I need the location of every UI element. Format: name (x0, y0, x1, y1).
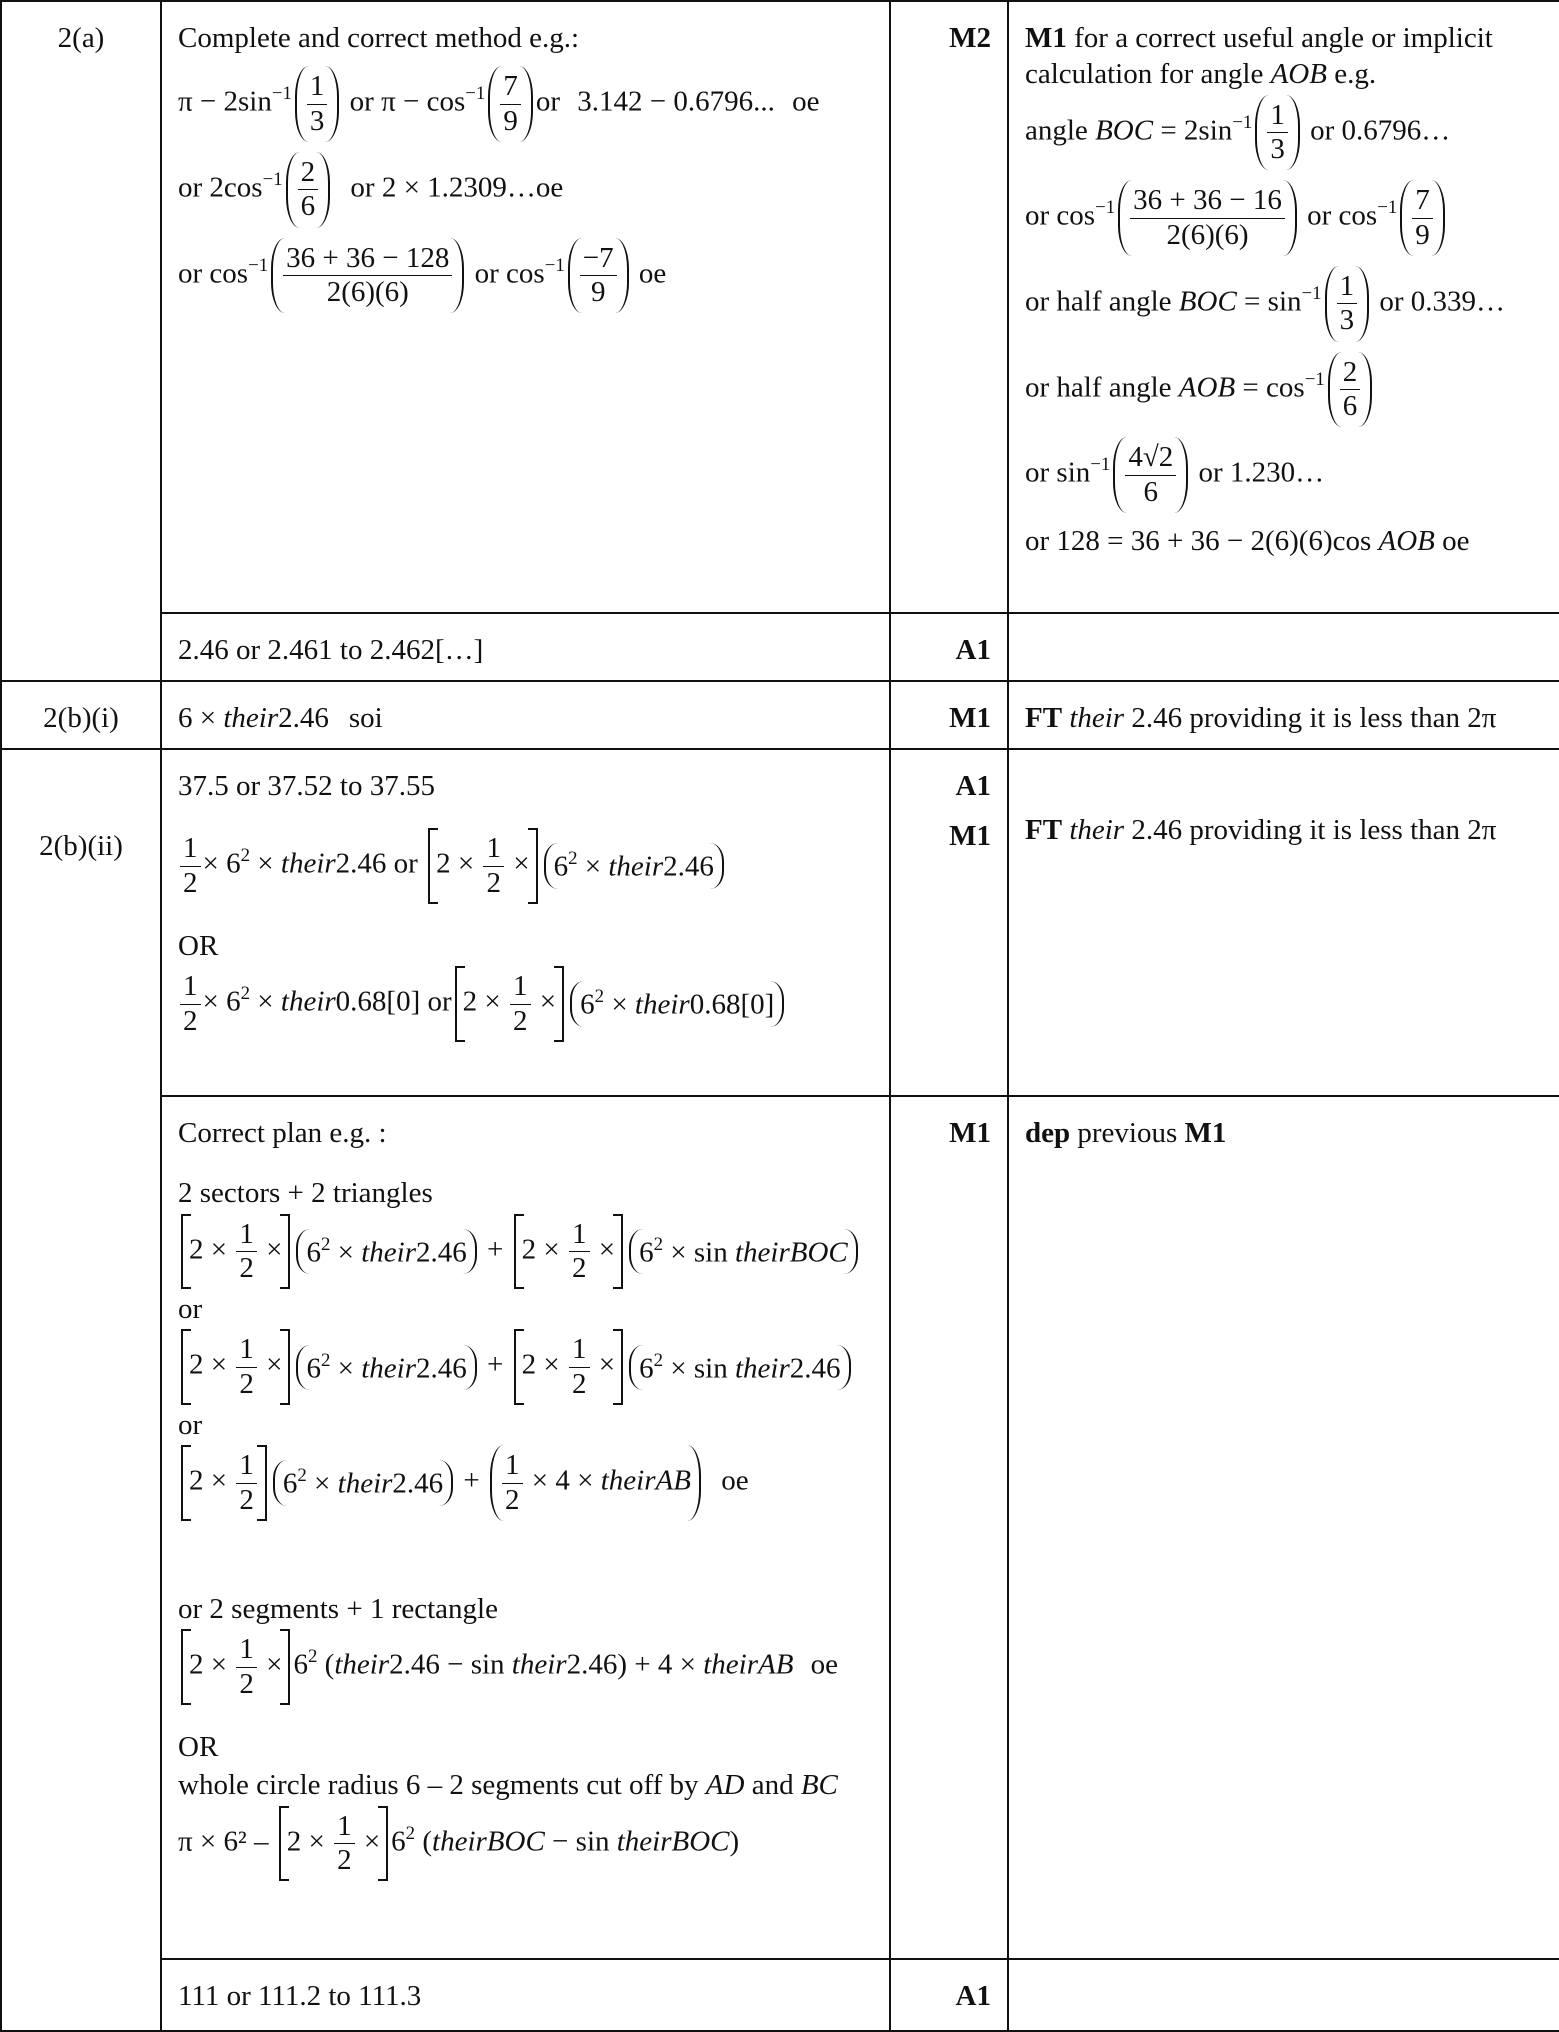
decimal-expression: 3.142 − 0.6796... (577, 85, 775, 118)
guidance-cell (1008, 1096, 1559, 1959)
mark-m1: M1 (949, 702, 991, 734)
answer-2a: 2.46 or 2.461 to 2.462[…] (178, 634, 484, 666)
mark-cell (890, 1, 1008, 613)
question-label-2a: 2(a) (57, 22, 105, 54)
guidance-line-sqrt: or $\sin^{-1}$ $\frac{4√2}{6}$ or 1.230… (1025, 437, 1543, 513)
plan-expr-2: 2 × $\frac{1}{2}$ × $6^2$ × their2.46 + 2 × $\frac{1}{2}$ × $6^2 \times \sin$ their2.46 (178, 1329, 873, 1405)
or-separator: OR (178, 1731, 219, 1763)
guidance-line-cos: or $\cos^{-1}$ $\frac{36 + 36 - 16}{2(6)(6)}$ or $\cos^{-1}$ $\frac{7}{9}$ (1025, 180, 1543, 256)
guidance-cell (1008, 1959, 1559, 2031)
mark-a1: A1 (955, 634, 991, 666)
answer-cell (161, 681, 890, 749)
plan-expr-5: π × 6² – 2 × $\frac{1}{2}$ × $6^2$ (theirBOC − sin theirBOC) (178, 1806, 873, 1882)
method-line-3: or $\cos^{-1}$ $\frac{36 + 36 - 128}{2(6)(6)}$ or $\cos^{-1}$ $\frac{-7}{9}$ oe (178, 238, 873, 314)
guidance-line-half-aob: or half angle AOB = $\cos^{-1}$ $\frac{2}{6}$ (1025, 352, 1543, 428)
working-2bi: 6 × their2.46 soi (178, 702, 383, 734)
method-intro: Complete and correct method e.g.: (178, 22, 580, 54)
guidance-ft: FT their 2.46 providing it is less than 2π (1025, 702, 1497, 734)
mark-a1: A1 (955, 1980, 991, 2012)
row-2bii-answer (1, 1959, 1559, 2031)
mark-cell (890, 1096, 1008, 1959)
or-separator: OR (178, 929, 219, 962)
row-2a-method (1, 1, 1559, 613)
row-2bi-method (1, 681, 1559, 749)
row-2bi-answer-2bii-sector (1, 749, 1559, 1096)
mark-cell (890, 681, 1008, 749)
mark-a1: A1 (955, 770, 991, 802)
mark-cell (890, 749, 1008, 1096)
guidance-line-cosine-rule: or 128 = 36 + 36 − 2(6)(6)cos AOB oe (1025, 524, 1470, 557)
plan-whole-circle: whole circle radius 6 – 2 segments cut off by AD and BC (178, 1769, 838, 1802)
answer-cell (161, 1, 890, 613)
paren-group: $\frac{1}{3}$ (295, 66, 340, 142)
question-label-cell (1, 749, 161, 2031)
guidance-cell (1008, 749, 1559, 1096)
plan-expr-1: 2 × $\frac{1}{2}$ × $6^2$ × their2.46 + 2 × $\frac{1}{2}$ × $6^2 \times \sin$ theirBOC (178, 1214, 873, 1290)
guidance-cell (1008, 613, 1559, 681)
sector-area-line-1: $\frac{1}{2}$ × $6^2$ × their2.46 or 2 × $\frac{1}{2}$ × $6^2$ × their2.46 (178, 828, 873, 904)
answer-cell (161, 613, 890, 681)
guidance-line-boc: angle BOC = $2\sin^{-1}$ $\frac{1}{3}$ or 0.6796… (1025, 95, 1543, 171)
guidance-cell (1008, 1, 1559, 613)
question-label-cell (1, 1, 161, 681)
question-label-2bi: 2(b)(i) (43, 702, 119, 734)
row-2a-answer (1, 613, 1559, 681)
answer-2bii: 111 or 111.2 to 111.3 (178, 1980, 422, 2012)
guidance-line-half-boc: or half angle BOC = $\sin^{-1}$ $\frac{1}{3}$ or 0.339… (1025, 266, 1543, 342)
sector-area-line-2: $\frac{1}{2}$ × $6^2$ × their0.68[0] or 2 × $\frac{1}{2}$ × $6^2$ × their0.68[0] (178, 966, 873, 1042)
mark-cell (890, 1959, 1008, 2031)
plan-expr-4: 2 × $\frac{1}{2}$ × $6^2$ (their2.46 − sin their2.46) + 4 × theirAB oe (178, 1629, 873, 1705)
mark-m2: M2 (949, 22, 991, 54)
question-label-2bii: 2(b)(ii) (39, 830, 123, 862)
plan-sectors-triangles: 2 sectors + 2 triangles (178, 1177, 433, 1210)
guidance-cell (1008, 681, 1559, 749)
method-line-2: or $2\cos^{-1}$ $\frac{2}{6}$ or 2 × 1.2309…oe (178, 152, 873, 228)
plan-expr-3: 2 × $\frac{1}{2}$ $6^2$ × their2.46 + $\frac{1}{2}$ × 4 × theirAB oe (178, 1445, 873, 1521)
plan-segments-rectangle: or 2 segments + 1 rectangle (178, 1593, 498, 1626)
mark-cell (890, 613, 1008, 681)
or-separator: or (178, 1409, 203, 1442)
mark-m1: M1 (949, 1117, 991, 1149)
answer-cell (161, 1959, 890, 2031)
row-2bii-plan (1, 1096, 1559, 1959)
question-label-cell (1, 681, 161, 749)
plan-intro: Correct plan e.g. : (178, 1117, 387, 1149)
guidance-dep: dep previous M1 (1025, 1117, 1227, 1149)
guidance-intro: M1 for a correct useful angle or implicit calculation for angle AOB e.g. (1025, 22, 1493, 91)
answer-cell (161, 749, 890, 1096)
method-line-1: $\pi - 2\sin^{-1}$ $\frac{1}{3}$ or $\pi - \cos^{-1}$ $\frac{7}{9}$ or 3.142 − 0.6796... oe (178, 66, 873, 142)
pi-symbol: π (178, 85, 193, 118)
mark-m1: M1 (949, 820, 991, 853)
guidance-ft: FT their 2.46 providing it is less than 2π (1025, 814, 1497, 846)
answer-2bi: 37.5 or 37.52 to 37.55 (178, 770, 435, 802)
answer-cell (161, 1096, 890, 1959)
or-separator: or (178, 1293, 203, 1326)
